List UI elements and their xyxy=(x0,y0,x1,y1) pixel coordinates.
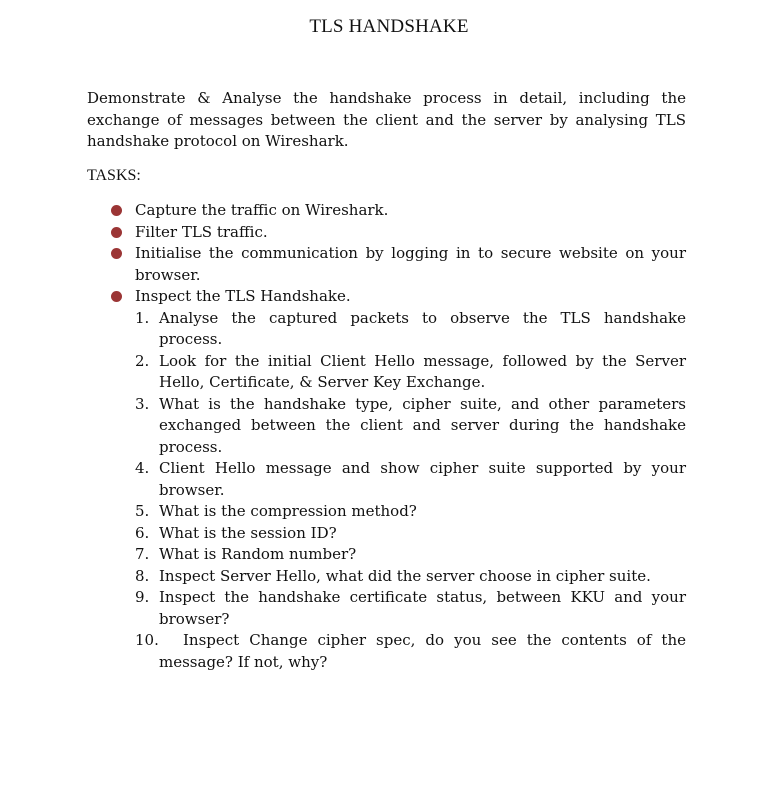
bullet-dot-icon xyxy=(111,248,122,259)
step-item xyxy=(135,566,686,588)
step-text: Analyse the captured packets to observe the TLS handshake process. xyxy=(159,308,686,348)
task-bullet-text: Initialise the communication by logging in to secure website on your browser. xyxy=(135,244,686,284)
tasks-heading: TASKS: xyxy=(87,166,141,184)
task-bullet-item xyxy=(87,222,686,244)
task-bullet-item xyxy=(87,200,686,222)
task-bullet-text: Inspect the TLS Handshake. xyxy=(135,287,351,305)
step-text: Client Hello message and show cipher suite supported by your browser. xyxy=(159,459,686,499)
step-number: 3. xyxy=(135,394,150,413)
step-text: What is Random number? xyxy=(159,545,357,563)
handshake-steps-list xyxy=(87,308,686,674)
step-item xyxy=(135,394,686,459)
step-text: What is the compression method? xyxy=(159,502,417,520)
step-text: Look for the initial Client Hello message, followed by the Server Hello, Certificate, & Server Key Exchange. xyxy=(159,351,686,391)
step-number: 4. xyxy=(135,459,150,477)
step-text: Inspect Server Hello, what did the server choose in cipher suite. xyxy=(159,566,651,585)
step-text: Inspect the handshake certificate status, between KKU and your browser? xyxy=(159,588,686,628)
step-item xyxy=(135,523,686,545)
step-text: What is the session ID? xyxy=(159,523,337,542)
step-item xyxy=(135,544,686,566)
task-bullet-item xyxy=(87,243,686,286)
step-number: 5. xyxy=(135,502,150,520)
step-number: 6. xyxy=(135,523,150,542)
step-item xyxy=(135,351,686,394)
step-item xyxy=(135,587,686,630)
step-item xyxy=(135,308,686,351)
task-bullet-item xyxy=(87,286,686,308)
step-number: 1. xyxy=(135,308,150,327)
bullet-dot-icon xyxy=(111,291,122,302)
task-bullet-list xyxy=(87,200,686,308)
task-bullet-text: Filter TLS traffic. xyxy=(135,222,268,241)
step-item xyxy=(135,630,686,673)
task-bullet-text: Capture the traffic on Wireshark. xyxy=(135,201,389,219)
step-number: 10. xyxy=(135,631,159,649)
step-item xyxy=(135,458,686,501)
step-number: 7. xyxy=(135,545,150,563)
step-item xyxy=(135,501,686,523)
document-body xyxy=(87,88,686,673)
bullet-dot-icon xyxy=(111,227,122,238)
bullet-dot-icon xyxy=(111,205,122,216)
step-number: 8. xyxy=(135,566,150,585)
intro-paragraph: Demonstrate & Analyse the handshake process in detail, including the exchange of messages between the client and the server by analysing TLS handshake protocol on Wireshark. xyxy=(87,89,686,150)
step-text: What is the handshake type, cipher suite, and other parameters exchanged between the client and server during the handshake process. xyxy=(159,394,686,456)
step-number: 9. xyxy=(135,588,150,606)
document-title: TLS HANDSHAKE xyxy=(309,16,469,37)
step-text: Inspect Change cipher spec, do you see the contents of the message? If not, why? xyxy=(159,631,686,671)
step-number: 2. xyxy=(135,351,150,370)
